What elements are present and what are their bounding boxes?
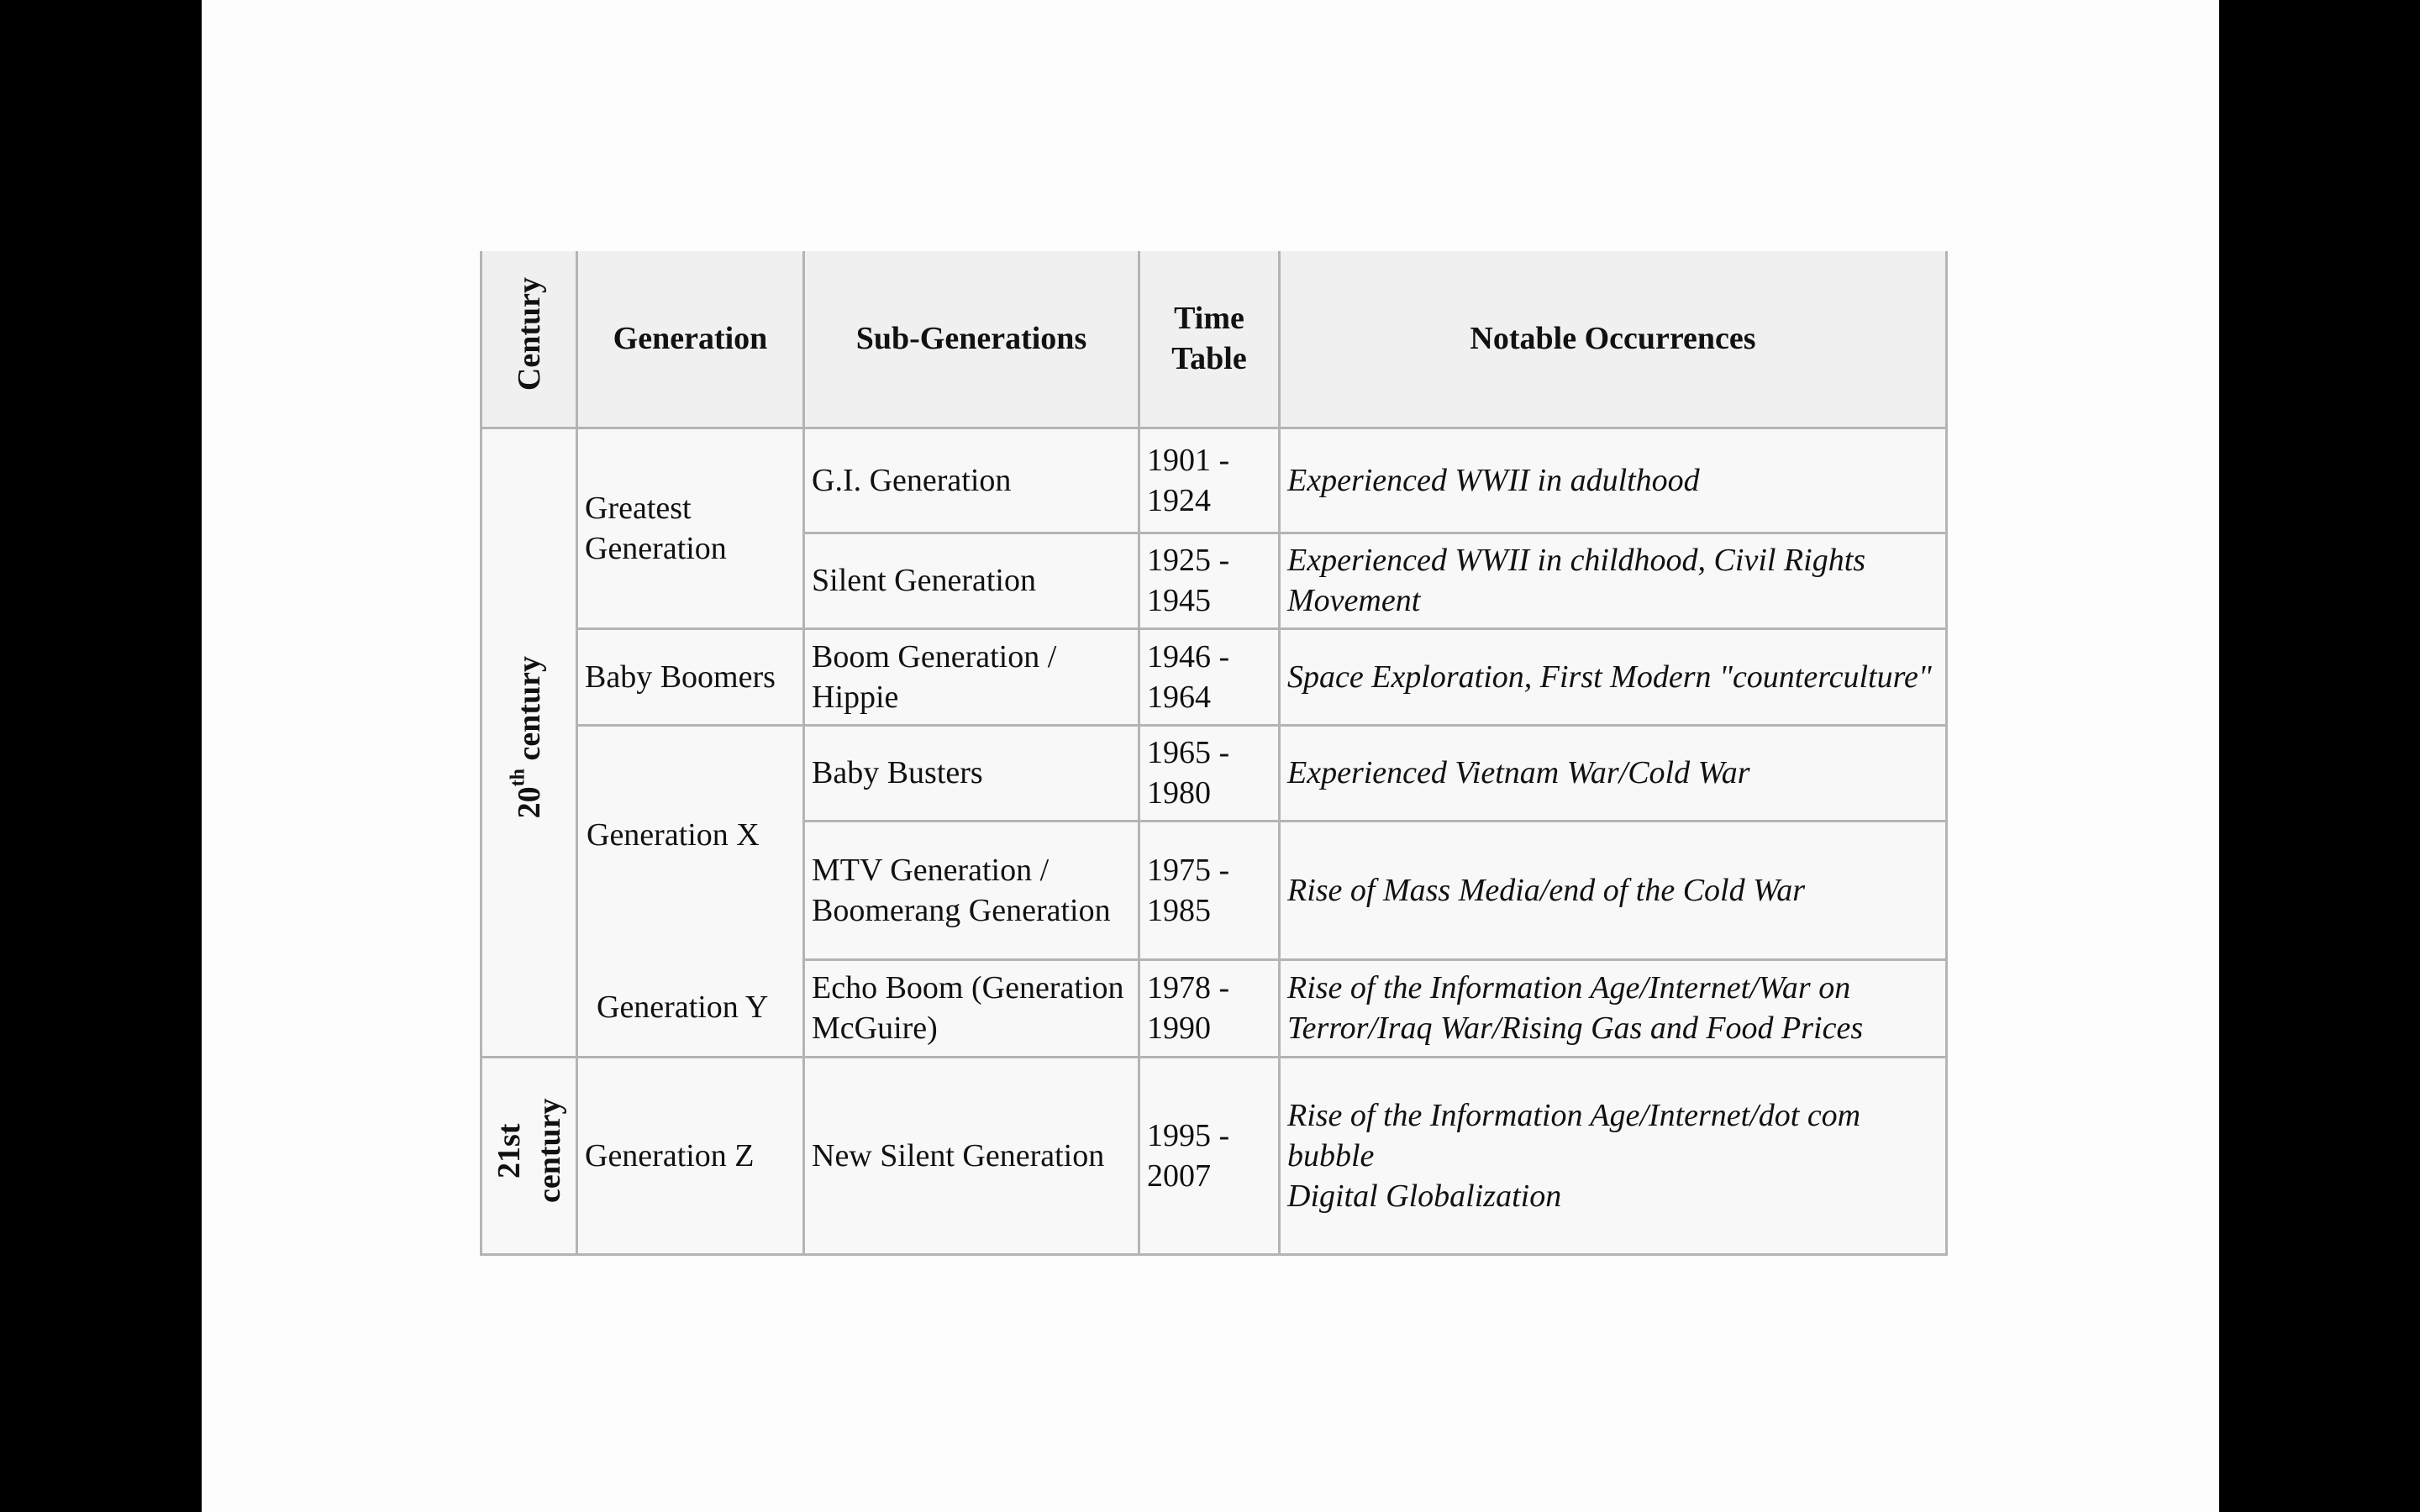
notable-text: Experienced WWII in adulthood [1287, 462, 1700, 498]
notable-text: Rise of the Information Age/Internet/War on Terror/Iraq War/Rising Gas and Food Prices [1287, 970, 1864, 1046]
sub-generation: G.I. Generation [804, 428, 1139, 533]
notable-text: Rise of the Information Age/Internet/dot com bubble [1287, 1097, 1861, 1173]
time-range: 1975 - 1985 [1139, 821, 1280, 959]
century-suffix: th [506, 768, 529, 787]
sub-generation: MTV Generation / Boomerang Generation [804, 821, 1139, 959]
generation-x: Generation X [587, 816, 760, 853]
header-time-table: Time Table [1139, 251, 1280, 428]
generation-y: Generation Y [597, 989, 769, 1025]
table-row [481, 1057, 1947, 1254]
notable-text: Experienced Vietnam War/Cold War [1287, 755, 1750, 790]
century-20th-label [506, 655, 550, 819]
century-word: century [511, 655, 547, 761]
time-range: 1925 - 1945 [1139, 533, 1280, 628]
time-range: 1978 - 1990 [1139, 959, 1280, 1057]
table-row [481, 628, 1947, 725]
century-21st [481, 1057, 577, 1254]
header-century [481, 251, 577, 428]
generation-baby-boomers: Baby Boomers [577, 628, 804, 725]
generation-x-y-cell [577, 725, 804, 1057]
notable-text: Space Exploration, First Modern "counterculture" [1287, 659, 1932, 695]
notable-text: Experienced WWII in childhood, Civil Rights Movement [1287, 543, 1866, 618]
notable-occurrence [1280, 959, 1947, 1057]
header-row [481, 251, 1947, 428]
century-20th [481, 428, 577, 1057]
header-sub-generations: Sub-Generations [804, 251, 1139, 428]
notable-text: Rise of Mass Media/end of the Cold War [1287, 872, 1806, 908]
notable-occurrence [1280, 725, 1947, 821]
notable-occurrence [1280, 821, 1947, 959]
generation-z: Generation Z [577, 1057, 804, 1254]
generations-table [480, 251, 1948, 1256]
century-21st-label: 21st century [491, 1098, 567, 1203]
right-letterbox [2219, 0, 2420, 1512]
time-range: 1995 - 2007 [1139, 1057, 1280, 1254]
sub-generation: Silent Generation [804, 533, 1139, 628]
notable-occurrence [1280, 428, 1947, 533]
generation-greatest: Greatest Generation [577, 428, 804, 628]
sub-generation: New Silent Generation [804, 1057, 1139, 1254]
notable-text: Digital Globalization [1287, 1178, 1562, 1214]
sub-generation: Baby Busters [804, 725, 1139, 821]
table-row [481, 725, 1947, 821]
time-range: 1965 - 1980 [1139, 725, 1280, 821]
notable-occurrence [1280, 628, 1947, 725]
notable-occurrence [1280, 1057, 1947, 1254]
century-number: 20 [511, 786, 547, 819]
sub-generation: Boom Generation / Hippie [804, 628, 1139, 725]
header-notable-occurrences: Notable Occurrences [1280, 251, 1947, 428]
header-century-label: Century [511, 276, 547, 391]
notable-occurrence [1280, 533, 1947, 628]
sub-generation: Echo Boom (Generation McGuire) [804, 959, 1139, 1057]
time-range: 1901 - 1924 [1139, 428, 1280, 533]
table-row [481, 428, 1947, 533]
time-range: 1946 - 1964 [1139, 628, 1280, 725]
header-generation: Generation [577, 251, 804, 428]
left-letterbox [0, 0, 202, 1512]
